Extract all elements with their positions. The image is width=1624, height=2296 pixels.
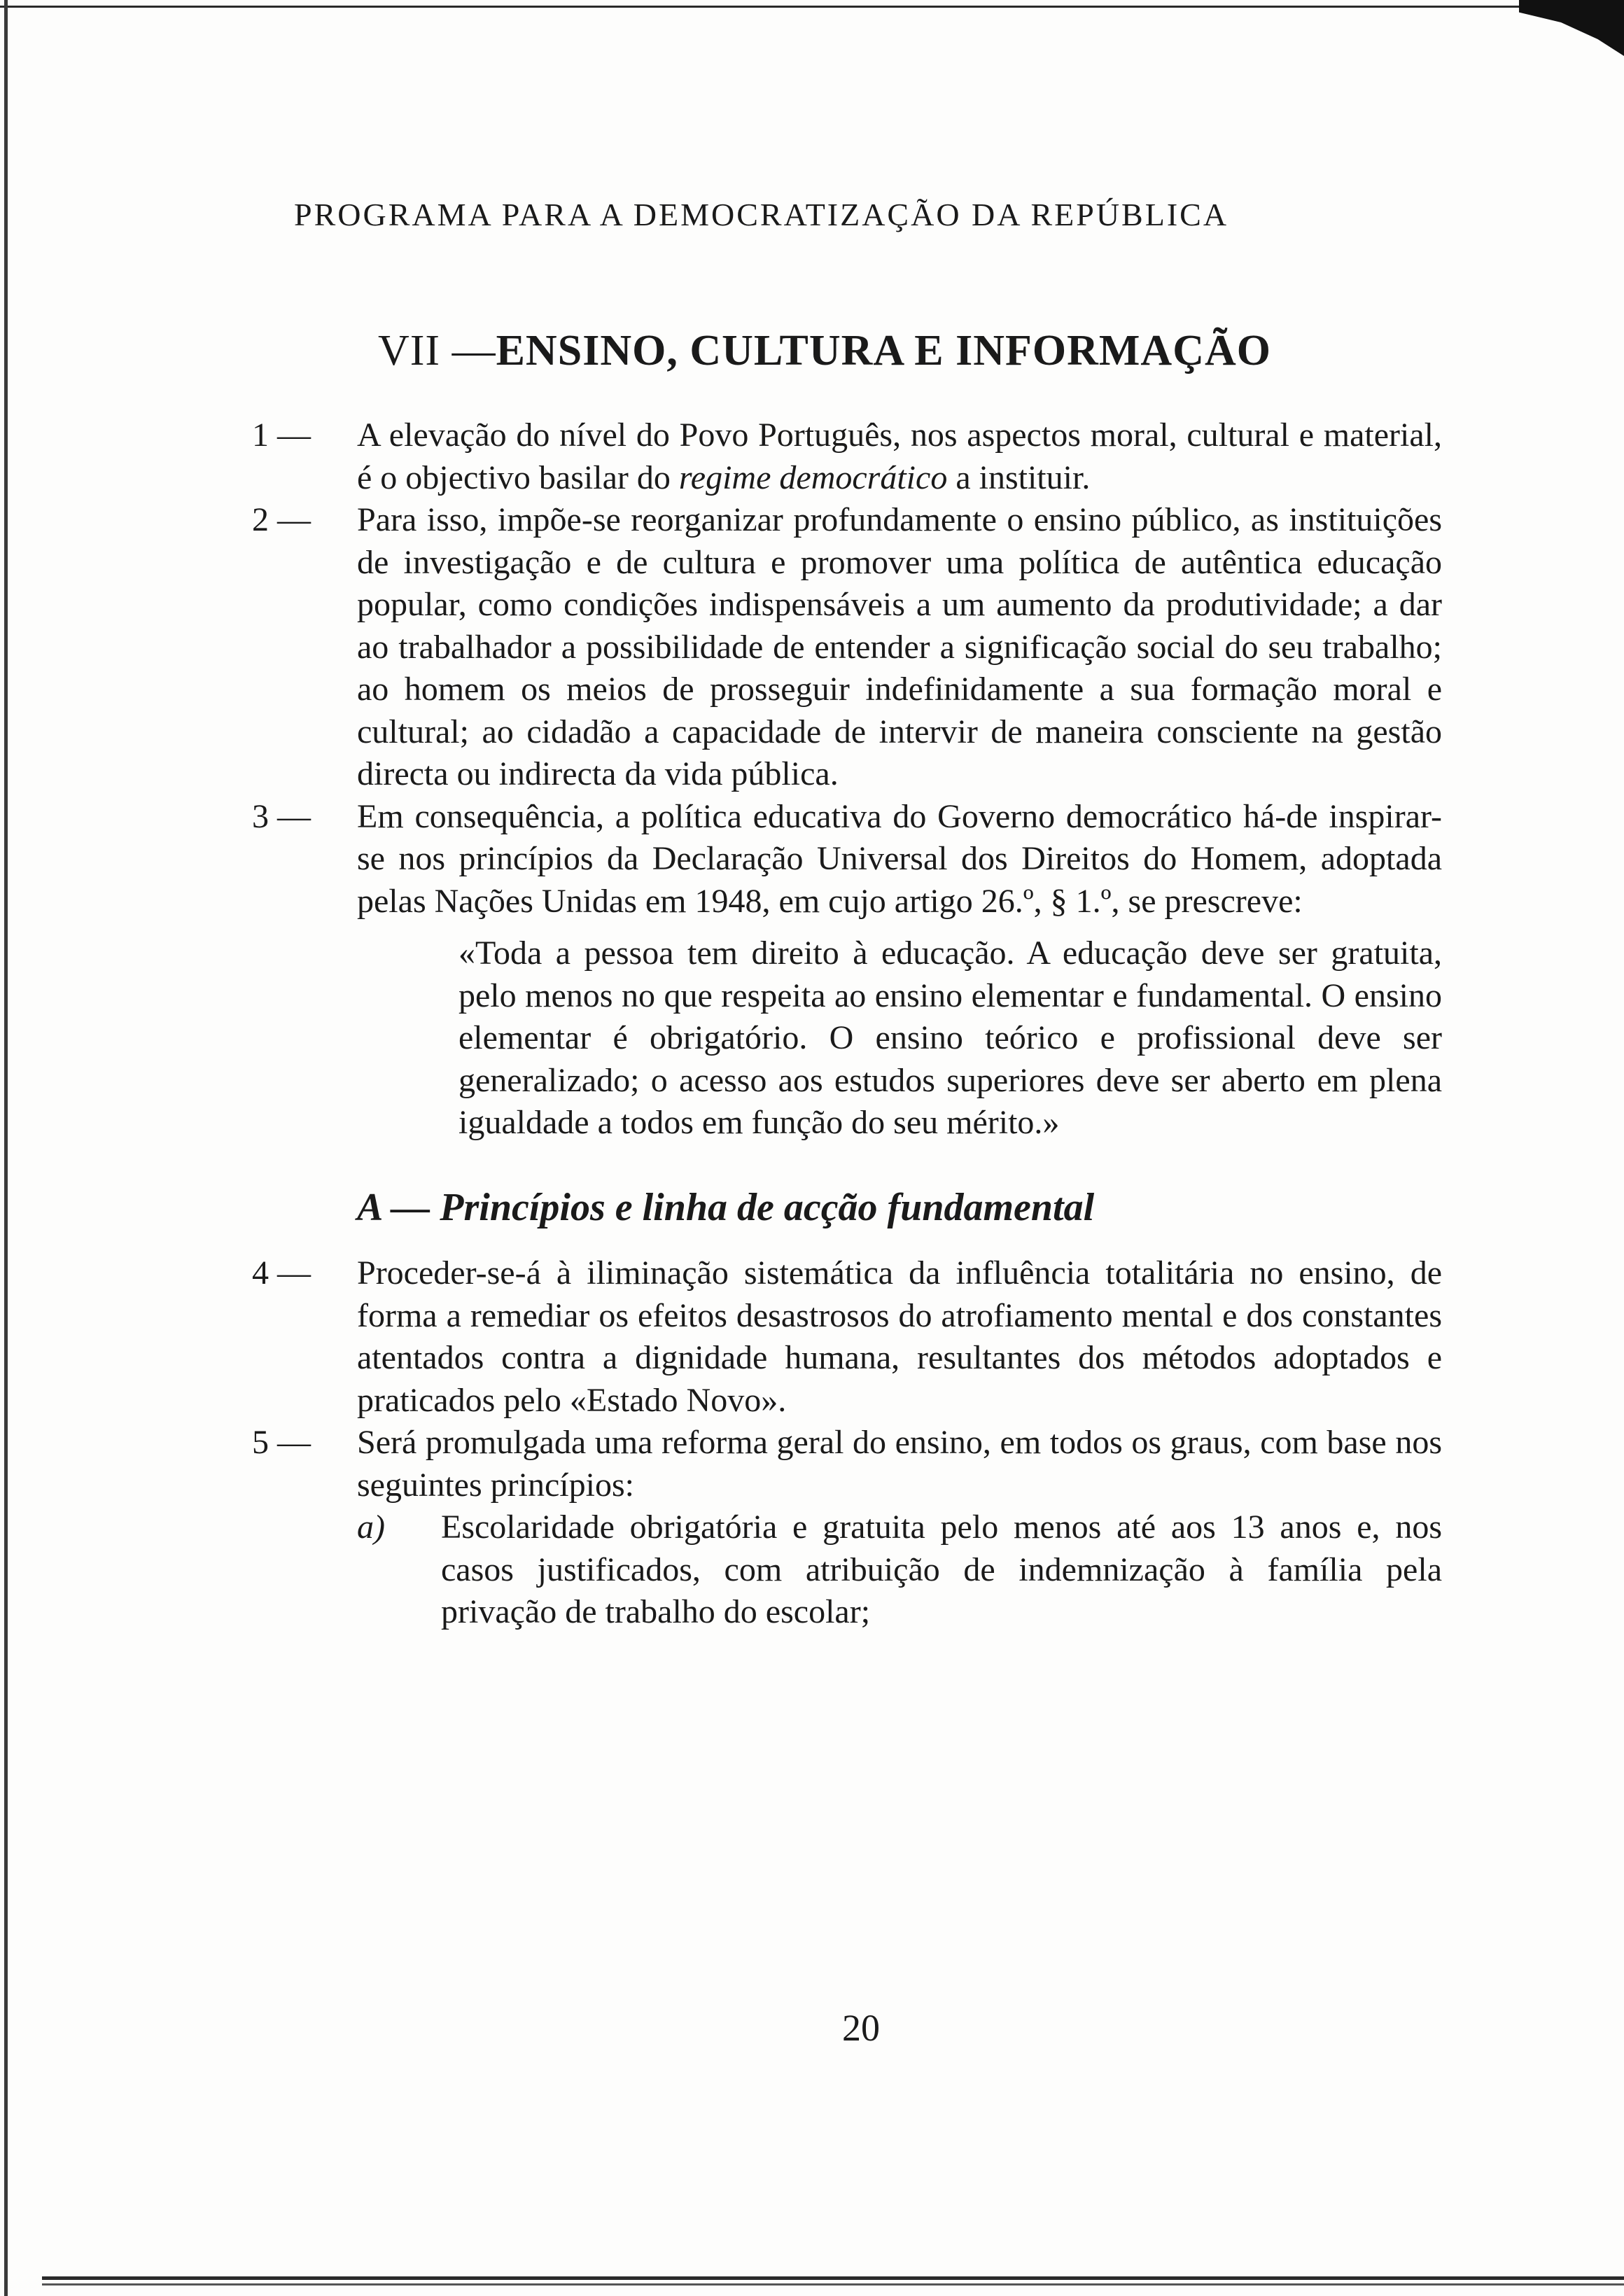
item-number: 1 — [252, 416, 311, 454]
item-text [357, 414, 1442, 499]
paragraph-item [252, 499, 1442, 796]
paragraph-item [252, 1252, 1442, 1422]
scan-edge-top [0, 6, 1533, 8]
running-head: PROGRAMA PARA A DEMOCRATIZAÇÃO DA REPÚBLICA [294, 197, 1229, 232]
item-text: Para isso, impõe-se reorganizar profundamente o ensino público, as instituições de investigação e de cultura e promover uma política de autêntica educação popular, como condições indispensáveis a um aumento da produtividade; a dar ao trabalhador a possibilidade de entender a significação social do seu trabalho; ao homem os meios de prosseguir indefinidamente a sua formação moral e cultural; ao cidadão a capacidade de intervir de maneira consciente na gestão directa ou indirecta da vida pública. [357, 501, 1442, 792]
scan-corner-mark [1519, 0, 1624, 56]
scan-edge-left [4, 0, 8, 2296]
sub-item [357, 1506, 1442, 1634]
sub-item-letter: a) [357, 1508, 385, 1546]
item-number: 5 — [252, 1424, 311, 1461]
chapter-name: ENSINO, CULTURA E INFORMAÇÃO [496, 327, 1271, 374]
page-number: 20 [842, 2007, 880, 2049]
item-number: 4 — [252, 1254, 311, 1292]
sub-item-text: Escolaridade obrigatória e gratuita pelo menos até aos 13 anos e, nos casos justificados, com atribuição de indemnização à família pela privação de trabalho do escolar; [441, 1508, 1442, 1630]
paragraph-item [252, 1422, 1442, 1506]
item-text-italic: regime democrático [678, 458, 948, 496]
block-quote: «Toda a pessoa tem direito à educação. A educação deve ser gratuita, pelo menos no que respeita ao ensino elementar e fundamental. O ensino elementar é obrigatório. O ensino teórico e profissional deve ser generalizado; o acesso aos estudos superiores deve ser aberto em plena igualdade a todos em função do seu mérito.» [458, 934, 1442, 1141]
section-heading: A — Princípios e linha de acção fundamental [357, 1185, 1095, 1229]
chapter-number: VII — [378, 327, 496, 374]
item-number: 3 — [252, 797, 311, 835]
body-text [252, 414, 1442, 1634]
item-text: Proceder-se-á à iliminação sistemática da influência totalitária no ensino, de forma a remediar os efeitos desastrosos do atrofiamento mental e dos constantes atentados contra a dignidade humana, resultantes dos métodos adoptados e praticados pelo «Estado Novo». [357, 1254, 1442, 1419]
item-text-part: A elevação do nível do Povo Português, nos aspectos moral, cultural e material, é o objectivo basilar do [357, 416, 1442, 496]
chapter-title [378, 326, 1358, 376]
item-text: Será promulgada uma reforma geral do ensino, em todos os graus, com base nos seguintes princípios: [357, 1424, 1442, 1504]
item-number: 2 — [252, 501, 311, 538]
scan-edge-bottom-secondary [42, 2283, 1624, 2286]
item-text: Em consequência, a política educativa do Governo democrático há-de inspirar-se nos princípios da Declaração Universal dos Direitos do Homem, adoptada pelas Nações Unidas em 1948, em cujo artigo 26.º, § 1.º, se prescreve: [357, 797, 1442, 920]
scan-edge-bottom [42, 2276, 1624, 2280]
item-text-part: a instituir. [947, 458, 1091, 496]
paragraph-item [252, 796, 1442, 923]
paragraph-item [252, 414, 1442, 499]
